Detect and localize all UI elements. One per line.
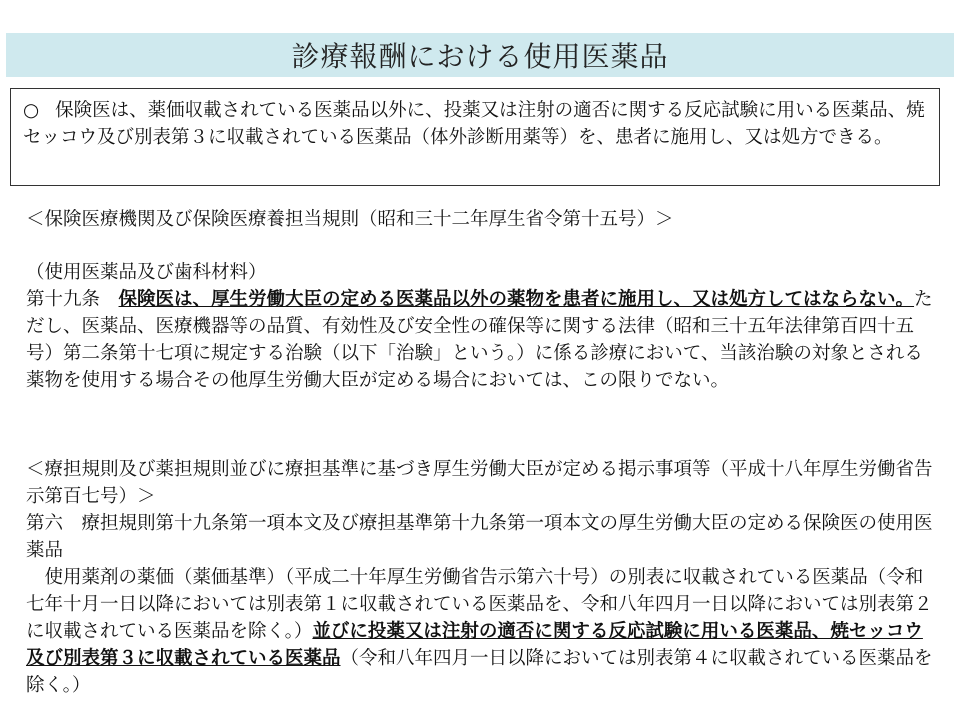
article-19-label: 第十九条	[26, 289, 101, 310]
notice-text: 保険医は、薬価収載されている医薬品以外に、投薬又は注射の適否に関する反応試験に用いる医薬品、焼セッコウ及び別表第３に収載されている医薬品（体外診断用薬等）を、患者に施用し、又は処方できる。	[23, 100, 925, 148]
article-6-body-start: 使用薬剤の薬価（薬価基準）（平成二十年厚生労働省告示第六十号）の別表に収載されている医薬品（令和七年十月一日以降においては別表第１に収載されている医薬品を、令和八年四月一日以降においては別表第２に収載されている医薬品を除く。）	[26, 567, 933, 642]
article-6-body	[26, 564, 936, 699]
article-19	[26, 286, 936, 394]
section1-body	[26, 259, 936, 394]
section2-heading: ＜療担規則及び薬担規則並びに療担基準に基づき厚生労働大臣が定める掲示事項等（平成十八年厚生労働省告示第百七号）＞	[26, 459, 933, 507]
article-19-rest-text: ただし、医薬品、医療機器等の品質、有効性及び安全性の確保等に関する法律（昭和三十五年法律第百四十五号）第二条第十七項に規定する治験（以下「治験」という。）に係る診療において、当該治験の対象とされる薬物を使用する場合その他厚生労働大臣が定める場合においては、この限りでない。	[26, 289, 933, 391]
title-bar	[6, 33, 954, 77]
article-6-body-end: （令和八年四月一日以降においては別表第４に収載されている医薬品を除く。）	[26, 648, 933, 696]
circle-marker: ○	[23, 100, 40, 121]
article-6-bold-text: 並びに投薬又は注射の適否に関する反応試験に用いる医薬品、焼セッコウ及び別表第３に収載されている医薬品	[26, 621, 923, 669]
page-title: 診療報酬における使用医薬品	[291, 40, 669, 73]
section1-heading: ＜保険医療機関及び保険医療養担当規則（昭和三十二年厚生省令第十五号）＞	[26, 209, 674, 230]
article-19-bold-text: 保険医は、厚生労働大臣の定める医薬品以外の薬物を患者に施用し、又は処方してはならない。	[118, 289, 915, 310]
notice-box	[10, 88, 940, 186]
section1-subheading: （使用医薬品及び歯科材料）	[26, 262, 267, 283]
article-6: 第六 療担規則第十九条第一項本文及び療担基準第十九条第一項本文の厚生労働大臣の定める保険医の使用医薬品	[26, 513, 933, 561]
section2-body	[26, 456, 936, 699]
